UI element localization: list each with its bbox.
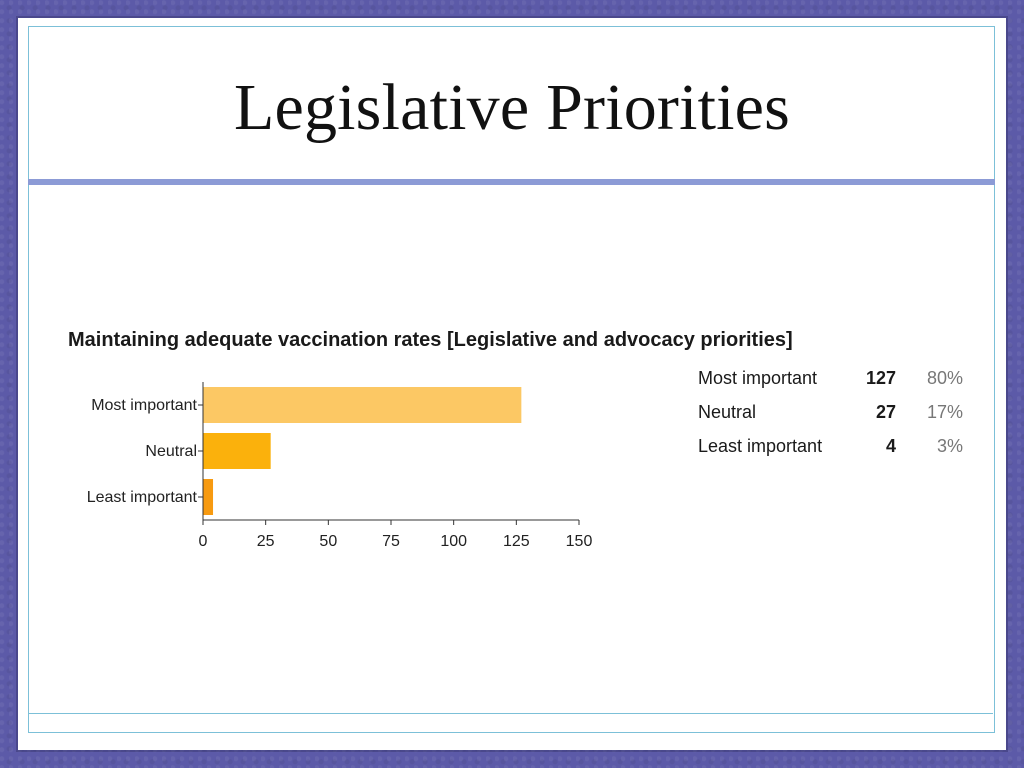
x-tick-label: 25 [256, 533, 275, 550]
summary-count: 27 [875, 402, 896, 422]
summary-percent: 3% [936, 436, 963, 456]
bar [203, 387, 521, 423]
bar [203, 433, 271, 469]
summary-percent: 80% [926, 368, 963, 388]
x-tick-label: 125 [502, 533, 530, 550]
bar [203, 479, 213, 515]
summary-label: Most important [698, 368, 818, 388]
x-tick-label: 50 [319, 533, 338, 550]
y-tick-label: Neutral [145, 443, 197, 460]
x-tick-label: 75 [382, 533, 400, 550]
x-tick-label: 150 [565, 533, 593, 550]
slide-title: Legislative Priorities [233, 71, 791, 144]
summary-count: 4 [885, 436, 896, 456]
slide [18, 18, 1006, 750]
summary-percent: 17% [926, 402, 963, 422]
x-tick-label: 100 [440, 533, 468, 550]
summary-label: Least important [698, 436, 823, 456]
chart-title: Maintaining adequate vaccination rates [Legislative and advocacy priorities] [68, 329, 793, 351]
summary-label: Neutral [698, 402, 757, 422]
summary-count: 127 [865, 368, 896, 388]
bars-layer [203, 387, 521, 515]
y-tick-label: Most important [91, 397, 197, 414]
x-tick-label: 0 [198, 533, 208, 550]
y-tick-label: Least important [86, 489, 197, 506]
